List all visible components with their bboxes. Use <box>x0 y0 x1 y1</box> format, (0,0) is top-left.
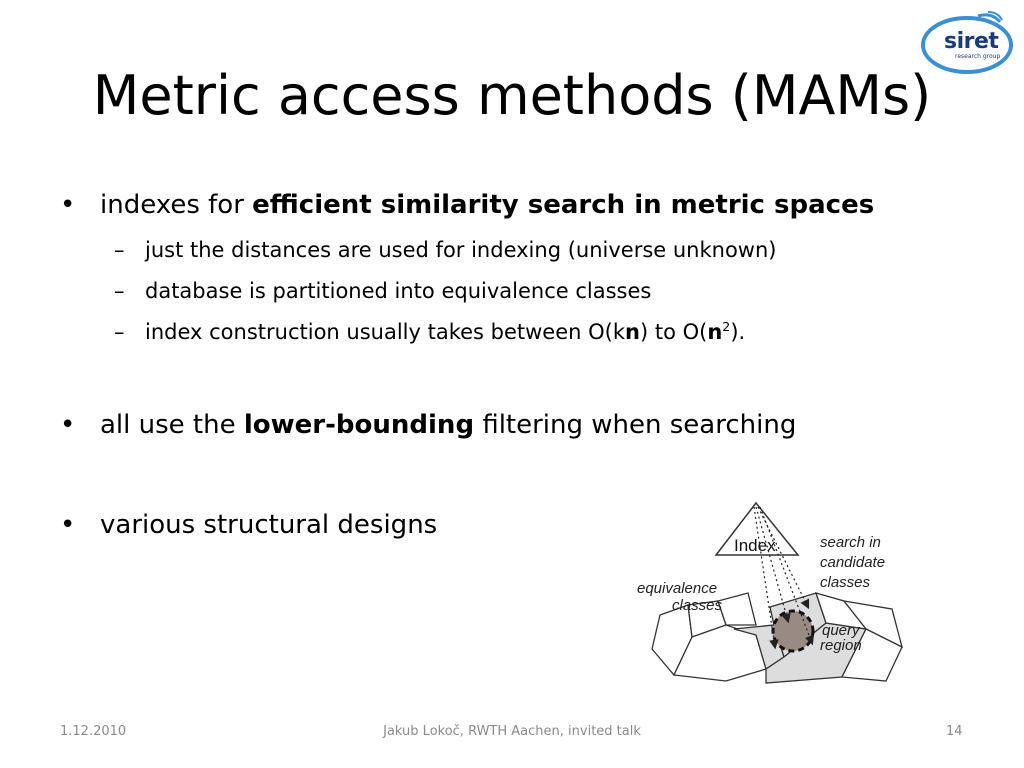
slide-title: Metric access methods (MAMs) <box>92 64 932 127</box>
bullet-1-bold: efficient similarity search in metric spaces <box>252 190 875 220</box>
query-label-2: region <box>820 637 862 654</box>
logo-text: siret <box>944 29 999 54</box>
dash: – <box>114 320 125 344</box>
search-label-1: search in <box>820 534 881 551</box>
bullet-2-bold: lower-bounding <box>243 410 475 440</box>
query-label-1: query <box>822 622 860 639</box>
query-region-circle <box>773 611 813 651</box>
subbullet-1-text: just the distances are used for indexing (universe unknown) <box>145 238 777 262</box>
footer-date: 1.12.2010 <box>60 724 127 739</box>
mam-diagram <box>630 497 910 687</box>
bullet-dot: • <box>60 510 76 540</box>
search-label-2: candidate <box>820 554 886 571</box>
page-number: 14 <box>946 724 963 739</box>
bullet-2-text: all use the lower-bounding filtering when searching <box>100 410 797 440</box>
bullet-1-text: indexes for efficient similarity search in metric spaces <box>100 190 875 220</box>
subbullet-2-text: database is partitioned into equivalence classes <box>145 279 652 303</box>
bullet-3-text: various structural designs <box>100 510 438 540</box>
logo-subtitle: research group <box>955 53 1001 60</box>
index-label: Index <box>734 536 776 555</box>
dash: – <box>114 238 125 262</box>
dash: – <box>114 279 125 303</box>
footer-center: Jakub Lokoč, RWTH Aachen, invited talk <box>383 724 641 739</box>
equivalence-label-2: classes <box>672 597 723 614</box>
search-label-3: classes <box>820 574 871 591</box>
bullet-dot: • <box>60 410 76 440</box>
bullet-dot: • <box>60 190 76 220</box>
equivalence-label-1: equivalence <box>637 580 718 597</box>
subbullet-3-text: index construction usually takes between O(kn) to $O(n^2)$. <box>145 319 746 344</box>
